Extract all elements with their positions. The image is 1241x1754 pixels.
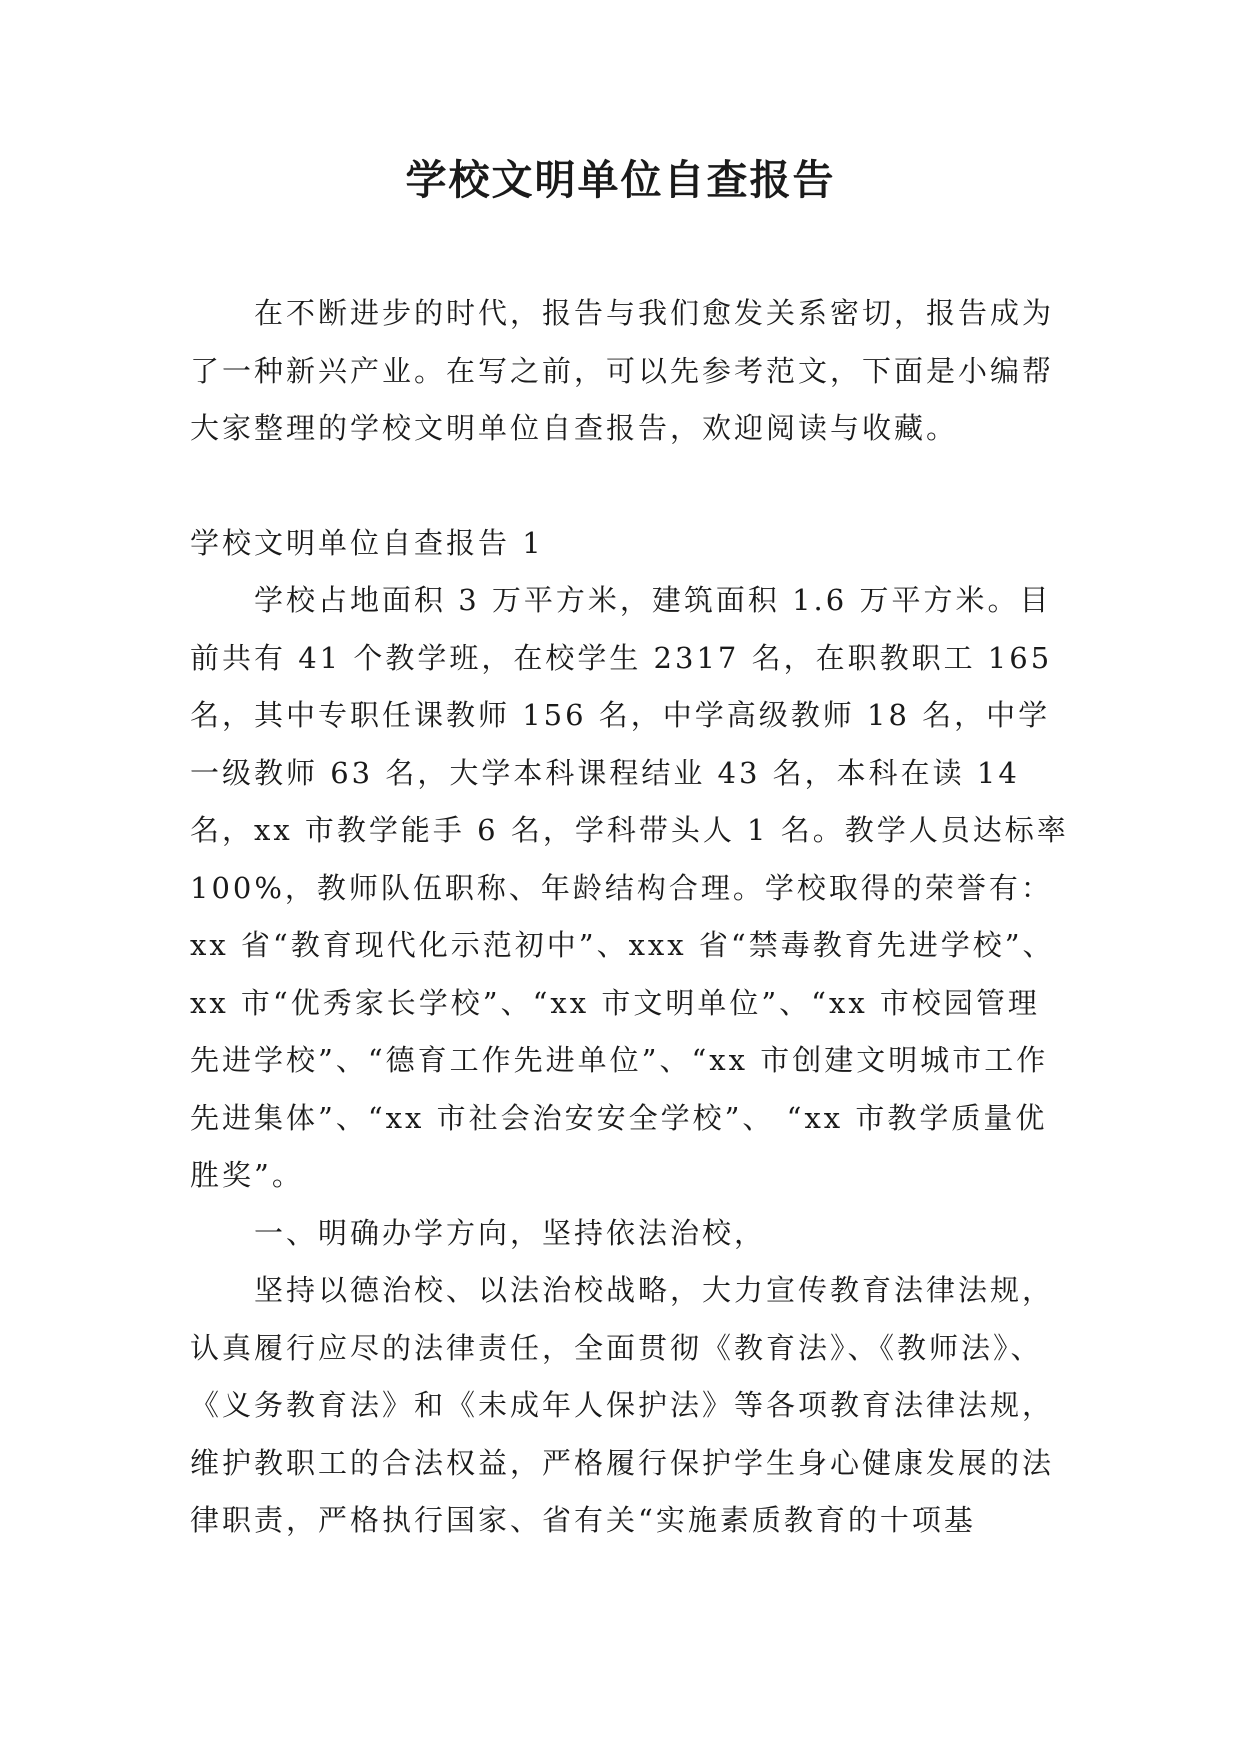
section-heading: 学校文明单位自查报告 1 — [190, 525, 544, 560]
document-title: 学校文明单位自查报告 — [405, 156, 836, 204]
document-body — [190, 285, 1070, 1550]
intro-paragraph: 在不断进步的时代，报告与我们愈发关系密切，报告成为了一种新兴产业。在写之前，可以先参考范文，下面是小编帮大家整理的学校文明单位自查报告，欢迎阅读与收藏。 — [190, 296, 1055, 445]
subheading-1: 一、明确办学方向，坚持依法治校， — [254, 1215, 767, 1250]
body-paragraph-2: 坚持以德治校、以法治校战略，大力宣传教育法律法规，认真履行应尽的法律责任，全面贯彻《教育法》、《教师法》、《义务教育法》和《未成年人保护法》等各项教育法律法规，维护教职工的合法权益，严格履行保护学生身心健康发展的法律职责，严格执行国家、省有关“实施素质教育的十项基 — [190, 1273, 1055, 1537]
body-paragraph-1: 学校占地面积 3 万平方米，建筑面积 1.6 万平方米。目前共有 41 个教学班，在校学生 2317 名，在职教职工 165 名，其中专职任课教师 156 名，中学高级教师 18 名，中学一级教师 63 名，大学本科课程结业 43 名，本科在读 14 名，xx 市教学能手 6 名，学科带头人 1 名。教学人员达标率 100%，教师队伍职称、年龄结构合理。学校取得的荣誉有：xx 省“教育现代化示范初中”、xxx 省“禁毒教育先进学校”、 xx 市“优秀家长学校”、“xx 市文明单位”、“xx 市校园管理先进学校”、“德育工作先进单位”、“xx 市创建文明城市工作先进集体”、“xx 市社会治安安全学校”、 “xx 市教学质量优胜奖”。 — [190, 583, 1069, 1192]
